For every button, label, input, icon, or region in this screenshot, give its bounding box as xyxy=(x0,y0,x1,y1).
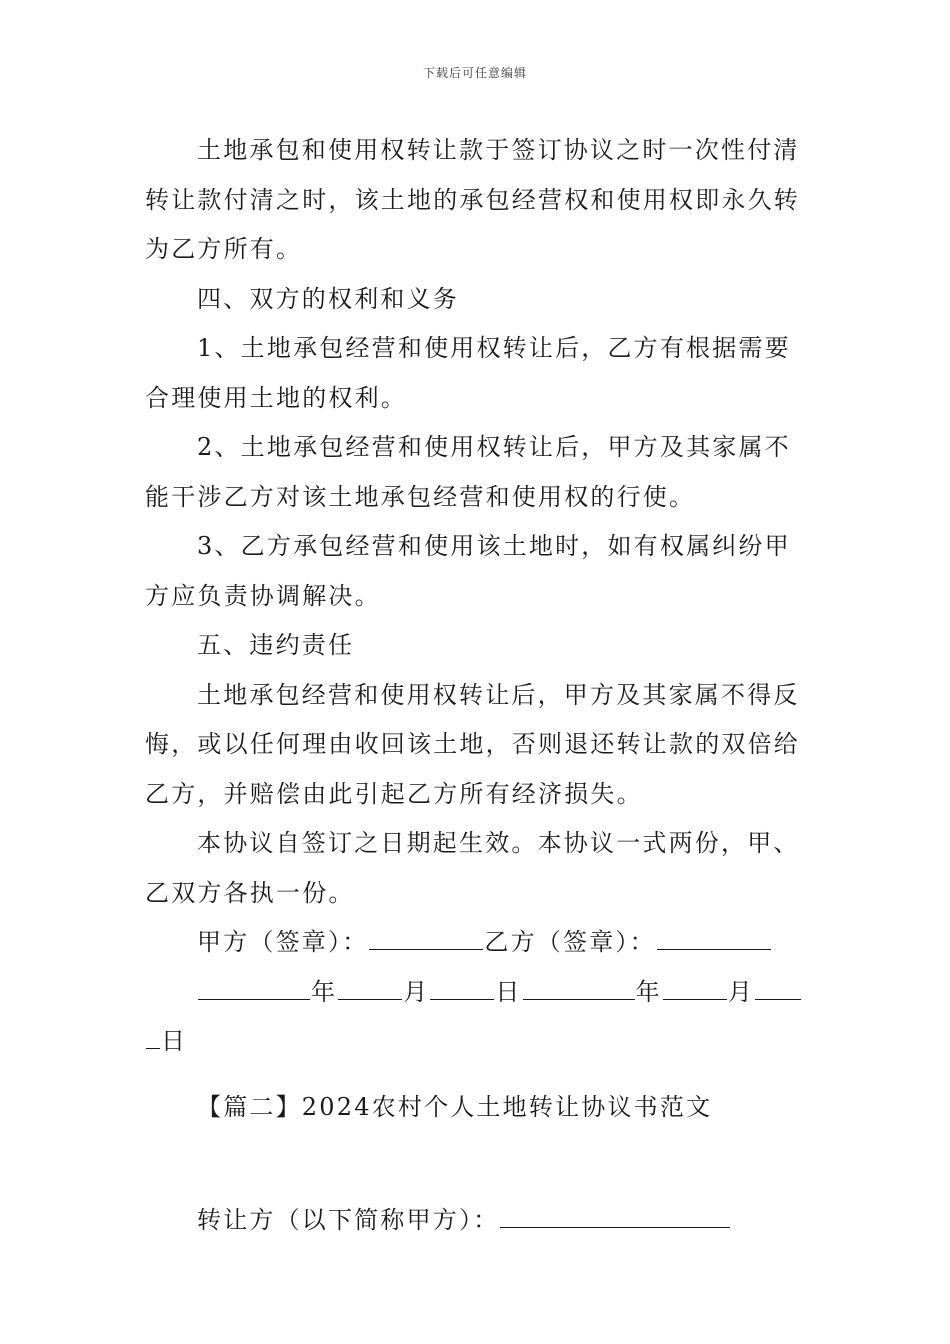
transferor-line xyxy=(145,1196,809,1246)
year-label-a: 年 xyxy=(311,977,338,1006)
heading-rights-obligations: 四、双方的权利和义务 xyxy=(197,284,459,313)
day-label-a: 日 xyxy=(495,977,522,1006)
paragraph-payment: 土地承包和使用权转让款于签订协议之时一次性付清转让款付清之时，该土地的承包经营权和使用权即永久转为乙方所有。 xyxy=(145,136,800,263)
page-header: 下载后可任意编辑 xyxy=(422,66,527,80)
date-line xyxy=(145,968,809,1018)
party-b-sign-blank[interactable] xyxy=(657,925,771,950)
document-body xyxy=(145,126,809,1246)
date-line-continued xyxy=(145,1017,809,1067)
party-a-sign-blank[interactable] xyxy=(369,925,483,950)
party-b-sign-label: 乙方（签章）： xyxy=(484,928,656,956)
party-b-day-blank-cont[interactable] xyxy=(146,1024,160,1049)
paragraph-breach: 土地承包经营和使用权转让后，甲方及其家属不得反悔，或以任何理由收回该土地，否则退还转让款的双倍给乙方，并赔偿由此引起乙方所有经济损失。 xyxy=(145,680,800,808)
clause-3: 3、乙方承包经营和使用该土地时，如有权属纠纷甲方应负责协调解决。 xyxy=(145,532,791,610)
clause-1: 1、土地承包经营和使用权转让后，乙方有根据需要合理使用土地的权利。 xyxy=(145,334,791,412)
clause-2: 2、土地承包经营和使用权转让后，甲方及其家属不能干涉乙方对该土地承包经营和使用权的行使。 xyxy=(145,433,791,511)
party-a-year-blank[interactable] xyxy=(198,975,310,1000)
paragraph-effective: 本协议自签订之日期起生效。本协议一式两份，甲、乙双方各执一份。 xyxy=(145,829,800,907)
party-b-day-blank[interactable] xyxy=(755,975,801,1000)
heading-breach: 五、违约责任 xyxy=(197,631,355,659)
party-a-month-blank[interactable] xyxy=(338,975,402,1000)
month-label-a: 月 xyxy=(403,977,430,1006)
signature-line xyxy=(145,918,809,968)
section-2-title: 【篇二】2024农村个人土地转让协议书范文 xyxy=(197,1092,713,1121)
party-b-year-blank[interactable] xyxy=(523,975,635,1000)
party-a-sign-label: 甲方（签章）： xyxy=(197,928,369,956)
year-label-b: 年 xyxy=(635,977,662,1006)
party-b-month-blank[interactable] xyxy=(663,975,727,1000)
transferor-blank[interactable] xyxy=(500,1203,730,1228)
month-label-b: 月 xyxy=(727,977,755,1006)
party-a-day-blank[interactable] xyxy=(430,975,494,1000)
day-label-b: 日 xyxy=(161,1027,188,1055)
transferor-label: 转让方（以下简称甲方）： xyxy=(197,1206,500,1234)
